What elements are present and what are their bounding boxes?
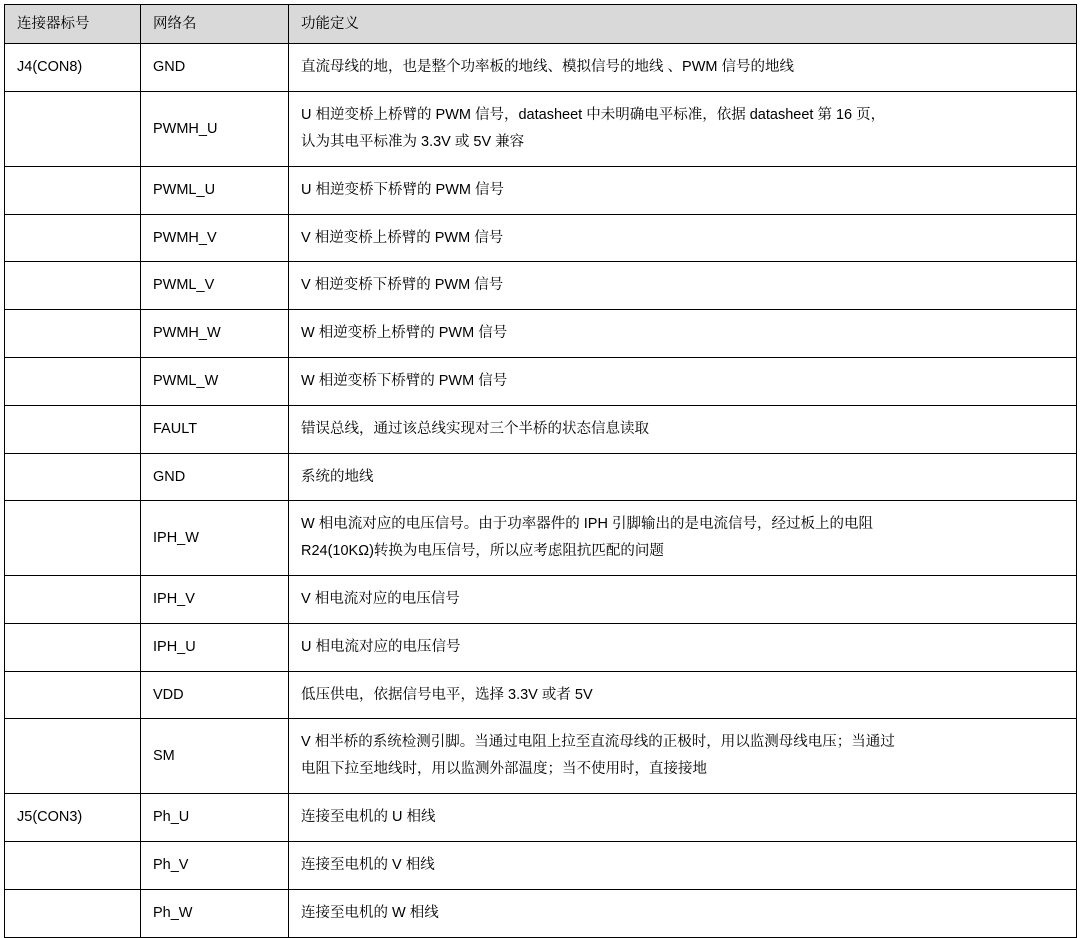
cell-function-description: [289, 671, 1077, 719]
table-row: [5, 405, 1077, 453]
cell-net-name: Ph_U: [141, 794, 289, 842]
column-header-connector: 连接器标号: [5, 5, 141, 44]
cell-function-description: [289, 889, 1077, 937]
cell-net-name: PWML_V: [141, 262, 289, 310]
table-row: [5, 719, 1077, 794]
column-header-net: 网络名: [141, 5, 289, 44]
cell-net-name: VDD: [141, 671, 289, 719]
connector-pin-definition-table: [4, 4, 1077, 938]
cell-net-name: Ph_V: [141, 841, 289, 889]
cell-function-description: [289, 357, 1077, 405]
cell-net-name: IPH_V: [141, 576, 289, 624]
cell-net-name: IPH_W: [141, 501, 289, 576]
cell-connector: J5(CON3): [5, 794, 141, 842]
description-line: V 相逆变桥下桥臂的 PWM 信号: [301, 277, 504, 294]
description-line: V 相电流对应的电压信号: [301, 591, 460, 608]
table-row: [5, 310, 1077, 358]
cell-connector: [5, 214, 141, 262]
cell-function-description: [289, 310, 1077, 358]
cell-connector: [5, 671, 141, 719]
description-line: W 相逆变桥下桥臂的 PWM 信号: [301, 372, 508, 389]
cell-connector: [5, 889, 141, 937]
description-line: 连接至电机的 V 相线: [301, 856, 435, 873]
description-line: V 相半桥的系统检测引脚。当通过电阻上拉至直流母线的正极时，用以监测母线电压；当通过: [301, 734, 895, 751]
cell-connector: [5, 719, 141, 794]
cell-connector: [5, 841, 141, 889]
cell-connector: [5, 623, 141, 671]
description-line: W 相逆变桥上桥臂的 PWM 信号: [301, 325, 508, 342]
column-header-function: 功能定义: [289, 5, 1077, 44]
table-row: [5, 889, 1077, 937]
description-line: U 相逆变桥上桥臂的 PWM 信号，datasheet 中未明确电平标准，依据 datasheet 第 16 页，: [301, 107, 886, 124]
cell-net-name: PWMH_W: [141, 310, 289, 358]
table-row: [5, 671, 1077, 719]
description-line: 电阻下拉至地线时，用以监测外部温度；当不使用时，直接接地: [301, 761, 707, 778]
table-body: [5, 44, 1077, 937]
description-line: U 相逆变桥下桥臂的 PWM 信号: [301, 181, 504, 198]
cell-connector: [5, 166, 141, 214]
cell-function-description: [289, 501, 1077, 576]
cell-function-description: [289, 841, 1077, 889]
cell-function-description: [289, 166, 1077, 214]
table-row: [5, 44, 1077, 92]
table-row: [5, 262, 1077, 310]
cell-function-description: [289, 794, 1077, 842]
description-line: W 相电流对应的电压信号。由于功率器件的 IPH 引脚输出的是电流信号，经过板上的电阻: [301, 516, 873, 533]
cell-connector: [5, 453, 141, 501]
cell-function-description: [289, 623, 1077, 671]
cell-connector: [5, 310, 141, 358]
cell-function-description: [289, 214, 1077, 262]
cell-function-description: [289, 453, 1077, 501]
cell-function-description: [289, 44, 1077, 92]
description-line: 低压供电，依据信号电平，选择 3.3V 或者 5V: [301, 686, 593, 703]
description-line: R24(10KΩ)转换为电压信号，所以应考虑阻抗匹配的问题: [301, 543, 664, 560]
cell-net-name: FAULT: [141, 405, 289, 453]
cell-net-name: GND: [141, 44, 289, 92]
cell-net-name: PWML_W: [141, 357, 289, 405]
table-row: [5, 576, 1077, 624]
cell-net-name: IPH_U: [141, 623, 289, 671]
cell-function-description: [289, 576, 1077, 624]
table-header: [5, 5, 1077, 44]
table-row: [5, 166, 1077, 214]
table-row: [5, 841, 1077, 889]
cell-net-name: SM: [141, 719, 289, 794]
description-line: 连接至电机的 W 相线: [301, 904, 439, 921]
table-row: [5, 92, 1077, 167]
cell-connector: [5, 357, 141, 405]
description-line: V 相逆变桥上桥臂的 PWM 信号: [301, 229, 504, 246]
table-row: [5, 794, 1077, 842]
cell-net-name: PWMH_V: [141, 214, 289, 262]
table-row: [5, 623, 1077, 671]
description-line: 系统的地线: [301, 468, 374, 485]
description-line: 错误总线，通过该总线实现对三个半桥的状态信息读取: [301, 420, 649, 437]
cell-function-description: [289, 92, 1077, 167]
table-row: [5, 214, 1077, 262]
cell-net-name: Ph_W: [141, 889, 289, 937]
table-header-row: [5, 5, 1077, 44]
description-line: U 相电流对应的电压信号: [301, 638, 461, 655]
cell-function-description: [289, 719, 1077, 794]
cell-net-name: PWML_U: [141, 166, 289, 214]
cell-function-description: [289, 405, 1077, 453]
cell-connector: [5, 262, 141, 310]
table-row: [5, 453, 1077, 501]
description-line: 认为其电平标准为 3.3V 或 5V 兼容: [301, 133, 525, 150]
cell-connector: [5, 501, 141, 576]
cell-net-name: GND: [141, 453, 289, 501]
cell-connector: [5, 92, 141, 167]
description-line: 直流母线的地，也是整个功率板的地线、模拟信号的地线 、PWM 信号的地线: [301, 59, 794, 76]
cell-net-name: PWMH_U: [141, 92, 289, 167]
cell-connector: J4(CON8): [5, 44, 141, 92]
cell-connector: [5, 576, 141, 624]
cell-function-description: [289, 262, 1077, 310]
table-row: [5, 501, 1077, 576]
description-line: 连接至电机的 U 相线: [301, 809, 436, 826]
table-row: [5, 357, 1077, 405]
cell-connector: [5, 405, 141, 453]
